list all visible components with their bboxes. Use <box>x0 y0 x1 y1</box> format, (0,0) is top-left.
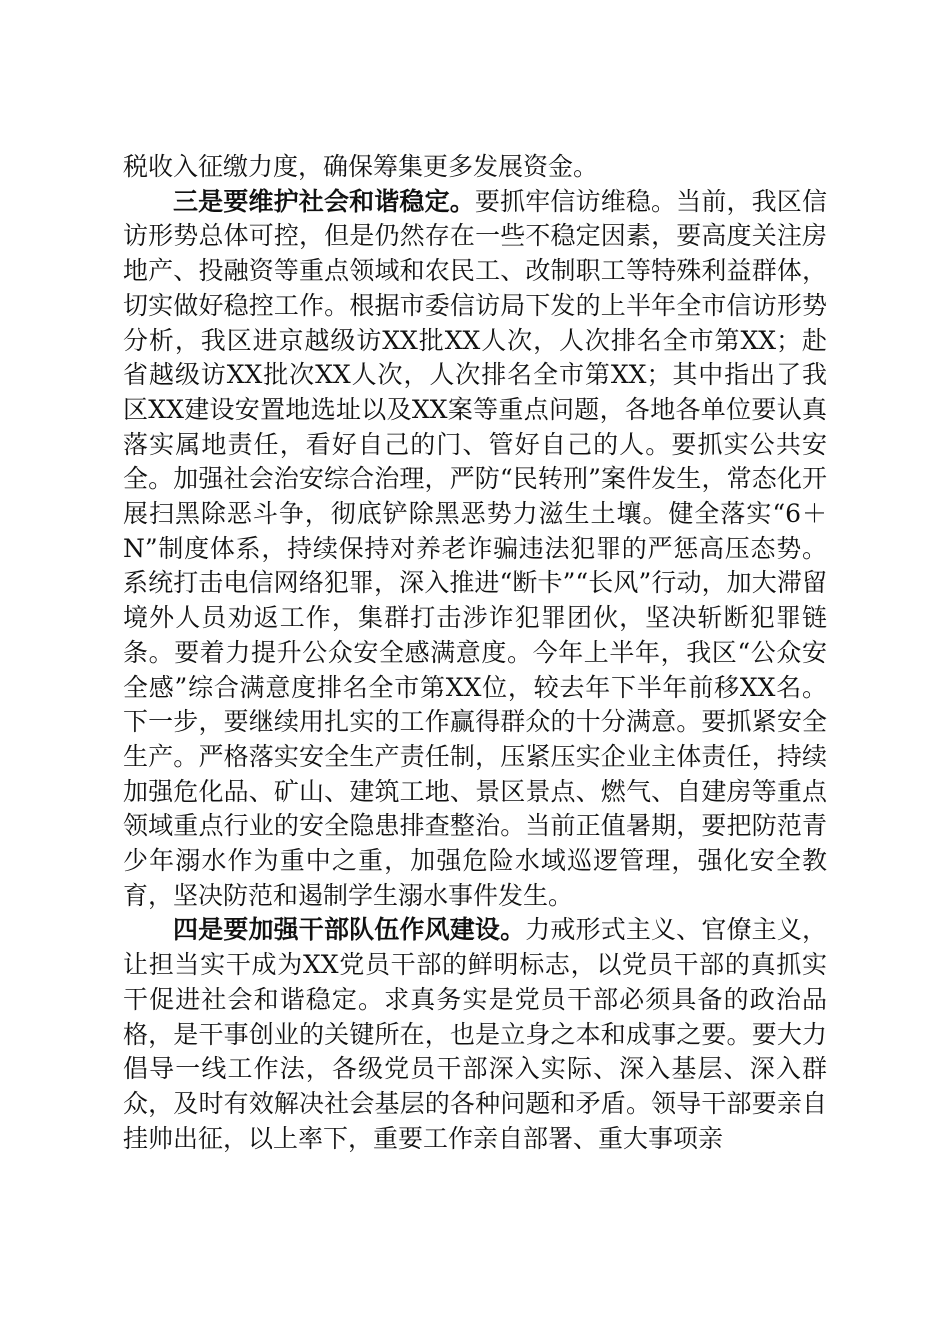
paragraph-body-text: 力戒形式主义、官僚主义，让担当实干成为XX党员干部的鲜明标志，以党员干部的真抓实干促进社会和谐稳定。求真务实是党员干部必须具备的政治品格，是干事创业的关键所在，也是立身之本和成事之要。要大力倡导一线工作法，各级党员干部深入实际、深入基层、深入群众，及时有效解决社会基层的各种问题和矛盾。领导干部要亲自挂帅出征，以上率下，重要工作亲自部署、重大事项亲 <box>123 915 827 1153</box>
paragraph-social-stability <box>123 185 827 914</box>
paragraph-body-text: 要抓牢信访维稳。当前，我区信访形势总体可控，但是仍然存在一些不稳定因素，要高度关注房地产、投融资等重点领域和农民工、改制职工等特殊利益群体，切实做好稳控工作。根据市委信访局下发的上半年全市信访形势分析，我区进京越级访XX批XX人次，人次排名全市第XX；赴省越级访XX批次XX人次，人次排名全市第XX；其中指出了我区XX建设安置地选址以及XX案等重点问题，各地各单位要认真落实属地责任，看好自己的门、管好自己的人。要抓实公共安全。加强社会治安综合治理，严防“民转刑”案件发生，常态化开展扫黑除恶斗争，彻底铲除黑恶势力滋生土壤。健全落实“6＋N”制度体系，持续保持对养老诈骗违法犯罪的严惩高压态势。系统打击电信网络犯罪，深入推进“断卡”“长风”行动，加大滞留境外人员劝返工作，集群打击涉诈犯罪团伙，坚决斩断犯罪链条。要着力提升公众安全感满意度。今年上半年，我区“公众安全感”综合满意度排名全市第XX位，较去年下半年前移XX名。下一步，要继续用扎实的工作赢得群众的十分满意。要抓紧安全生产。严格落实安全生产责任制，压紧压实企业主体责任，持续加强危化品、矿山、建筑工地、景区景点、燃气、自建房等重点领域重点行业的安全隐患排查整治。当前正值暑期，要把防范青少年溺水作为重中之重，加强危险水域巡逻管理，强化安全教育，坚决防范和遏制学生溺水事件发生。 <box>123 186 827 910</box>
paragraph-lead-heading: 四是要加强干部队伍作风建设。 <box>173 915 526 945</box>
document-body <box>123 150 827 1156</box>
paragraph-lead-heading: 三是要维护社会和谐稳定。 <box>173 186 475 216</box>
paragraph-cadre-conduct <box>123 913 827 1156</box>
paragraph-body-text: 税收入征缴力度，确保筹集更多发展资金。 <box>123 152 599 181</box>
paragraph-continuation <box>123 150 827 185</box>
